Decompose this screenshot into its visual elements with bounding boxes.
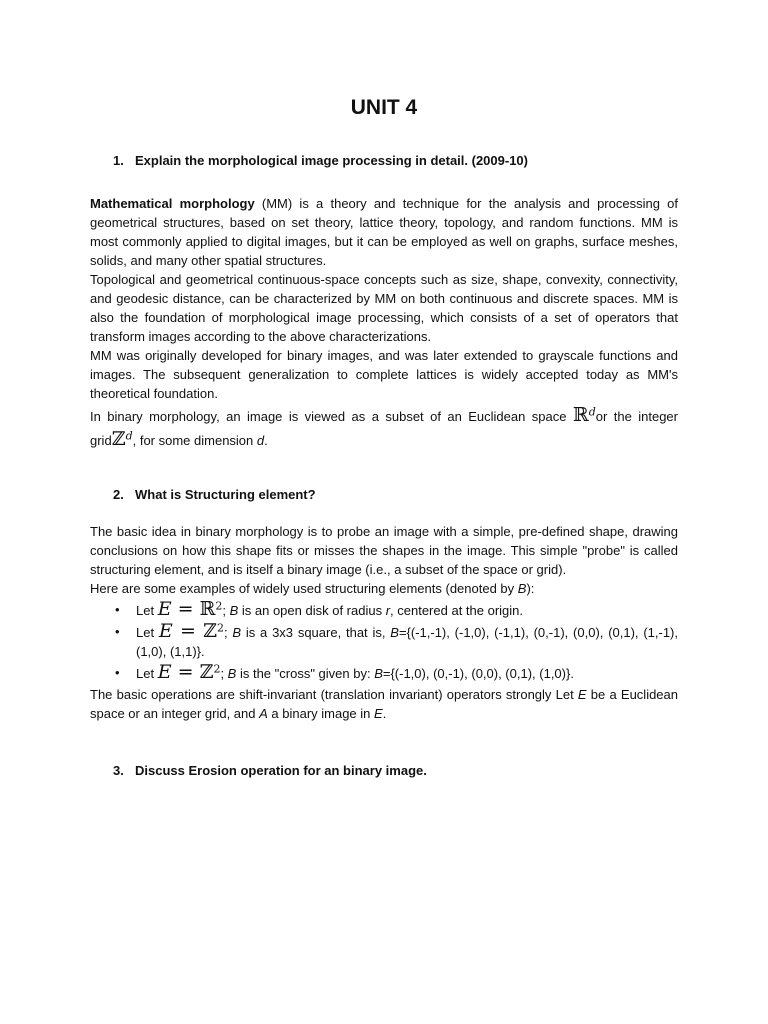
paragraph xyxy=(90,404,678,452)
text-segment: B xyxy=(232,625,242,640)
paragraph: MM was originally developed for binary images, and was later extended to grayscale functions and images. The subsequent generalization to complete lattices is widely accepted today as MM's theoretical foundation. xyxy=(90,348,678,401)
text-segment: Let xyxy=(136,603,158,618)
text-segment: B xyxy=(517,581,527,596)
text-segment: E xyxy=(157,598,172,620)
text-segment: 2 xyxy=(217,621,224,635)
text-segment: Here are some examples of widely used structuring elements (denoted by xyxy=(90,581,518,596)
text-segment: E xyxy=(374,706,383,721)
text-segment: B xyxy=(374,666,383,681)
text-segment: ℝ xyxy=(572,404,589,426)
text-segment: What is Structuring element? xyxy=(135,487,316,502)
text-segment: ℝ xyxy=(199,598,216,620)
text-segment: Let xyxy=(136,666,158,681)
text-segment: ℤ xyxy=(199,661,214,683)
text-segment: E xyxy=(157,661,172,683)
text-segment: ={(-1,-1), (-1,0), (-1,1), (0,-1), (0,0), (0,1), (1,-1), (1,0), (1,1)}. xyxy=(136,625,679,659)
text-segment: ={(-1,0), (0,-1), (0,0), (0,1), (1,0)}. xyxy=(382,666,574,681)
text-segment: Explain the morphological image processing in detail. (2009-10) xyxy=(135,153,528,168)
paragraph xyxy=(90,579,678,598)
structuring-element-list xyxy=(90,600,678,683)
text-segment: = xyxy=(171,598,200,620)
text-segment: ℤ xyxy=(111,428,126,450)
text-segment: = xyxy=(171,661,200,683)
text-segment: . xyxy=(382,706,387,721)
text-segment: d xyxy=(588,405,596,419)
text-segment: B xyxy=(227,666,237,681)
text-segment: 2 xyxy=(213,662,221,676)
text-segment: ; xyxy=(220,666,228,681)
text-segment: B xyxy=(229,603,239,618)
text-segment: , for some dimension xyxy=(132,433,257,448)
text-segment: Mathematical morphology xyxy=(90,196,255,211)
text-segment: 1. xyxy=(113,153,124,168)
section-1-body xyxy=(90,194,678,452)
page-title: UNIT 4 xyxy=(350,96,418,119)
text-segment: 3. xyxy=(113,763,124,778)
text-segment: d xyxy=(125,429,133,443)
text-segment: 2 xyxy=(215,599,223,613)
section-2-body xyxy=(90,522,678,723)
text-segment: B xyxy=(390,625,399,640)
paragraph: The basic idea in binary morphology is to probe an image with a simple, pre-defined shape, drawing conclusions on how this shape fits or misses the shapes in the image. This simple "probe" is called structuring element, and is itself a binary image (i.e., a subset of the space or grid). xyxy=(90,524,678,577)
paragraph xyxy=(90,194,678,270)
list-item xyxy=(90,600,678,620)
text-segment: Let xyxy=(136,625,159,640)
text-segment: is a 3x3 square, that is, xyxy=(241,625,391,640)
text-segment: is the "cross" given by: xyxy=(236,666,375,681)
text-segment: ; xyxy=(224,625,233,640)
text-segment: E xyxy=(577,687,587,702)
text-segment: d xyxy=(256,433,265,448)
text-segment: or the integer grid xyxy=(90,409,678,448)
list-item xyxy=(90,622,678,661)
question-3 xyxy=(113,761,427,780)
list-item xyxy=(90,663,678,683)
text-segment: . xyxy=(264,433,268,448)
text-segment: A xyxy=(259,706,268,721)
text-segment: (MM) is a theory and technique for the analysis and processing of geometrical structures, based on set theory, lattice theory, topology, and random functions. MM is most commonly applied to digital images, but it can be employed as well on graphs, surface meshes, solids, and many other spatial structures. xyxy=(90,196,678,268)
text-segment: ; xyxy=(222,603,230,618)
text-segment: 2. xyxy=(113,487,124,502)
text-segment: , centered at the origin. xyxy=(390,603,524,618)
text-segment: The basic operations are shift-invariant (translation invariant) operators strongly Let xyxy=(90,687,578,702)
text-segment: ℤ xyxy=(203,620,217,642)
text-segment: In binary morphology, an image is viewed as a subset of an Euclidean space xyxy=(90,409,573,424)
text-segment: be a Euclidean space or an integer grid, and xyxy=(90,687,679,721)
text-segment: a binary image in xyxy=(267,706,375,721)
text-segment: r xyxy=(385,603,391,618)
text-segment: = xyxy=(172,620,204,642)
paragraph xyxy=(90,685,678,723)
text-segment: is an open disk of radius xyxy=(238,603,386,618)
text-segment: Discuss Erosion operation for an binary image. xyxy=(135,763,427,778)
paragraph: Topological and geometrical continuous-space concepts such as size, shape, convexity, connectivity, and geodesic distance, can be characterized by MM on both continuous and discrete spaces. MM is also the foundation of morphological image processing, which consists of a set of operators that transform images according to the above characterizations. xyxy=(90,272,678,344)
question-1 xyxy=(113,151,528,170)
text-segment: E xyxy=(158,620,173,642)
text-segment: ): xyxy=(526,581,535,596)
question-2 xyxy=(113,485,316,504)
